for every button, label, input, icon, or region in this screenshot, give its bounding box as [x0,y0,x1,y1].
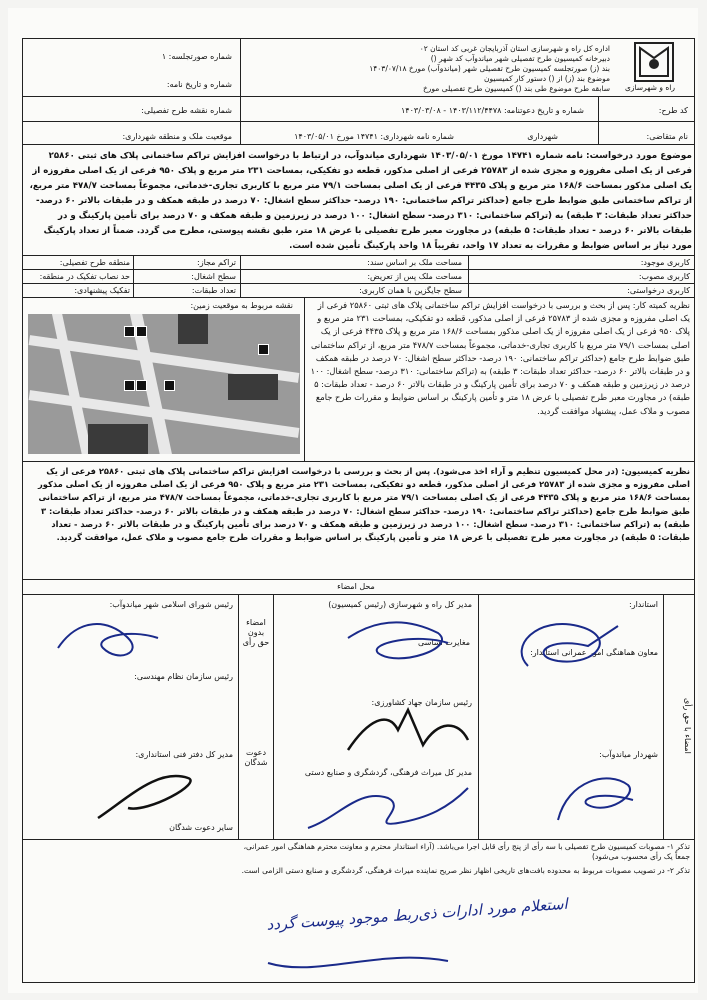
technical-office-label: مدیر کل دفتر فنی استانداری: [135,750,233,759]
area-after-setback: مساحت ملک پس از تعریض: [367,272,462,281]
org-line: موضوع بند (ز) از () دستور کار کمیسیون [484,74,610,83]
vote-column-label: امضاء با حق رأی [683,698,692,754]
signature-agriculture [338,700,478,760]
other-invitees-label: سایر دعوت شدگان [169,823,233,832]
signature-council-head [48,608,168,668]
org-line: سابقه طرح موضوع طی بند () کمیسیون طرح تفصیلی مورخ [422,84,610,93]
footnote-1: تذکر ۱- مصوبات کمیسیون طرح تفصیلی با سه رأی از پنج رأی قابل اجرا می‌باشد. (آراء استاندار محترم و معاونت محترم هماهنگی امور عمرانی، جمعاً یک رأی محسوب می‌شود) [243,842,690,861]
agriculture-label: رئیس سازمان جهاد کشاورزی: [371,698,472,707]
org-line: بند (ز) صورتجلسه کمیسیون طرح تفصیلی شهر (میاندوآب) مورخ ۱۴۰۳/۰۷/۱۸ [369,64,610,73]
signatures-header: محل امضاء [337,582,375,591]
document-page [8,8,698,993]
signature-mayor [538,760,648,830]
area-by-deed: مساحت ملک بر اساس سند: [367,258,462,267]
replaced-level: سطح جایگزین با همان کاربری: [359,286,462,295]
plan-zone: منطقه طرح تفصیلی: [59,258,130,267]
request-section [26,149,692,254]
signature-technical-office [88,758,208,828]
min-subdivision: حد نصاب تفکیک در منطقه: [39,272,130,281]
commission-opinion: نظریه کمیسیون: (در محل کمیسیون تنظیم و آراء اخذ می‌شود). پس از بحث و بررسی با درخواست افزایش تراکم ساختمانی پلاک های ثبتی ۲۵۸۶۰ فرعی از یک اصلی مفروزه و مجزی شده از ۲۵۷۸۳ فرعی از اصلی مذکور، قطعه دو تفکیکی، بمساحت ۲۳۱ متر مربع و پلاک ۹۵۰ فرعی از یک اصلی مفروزه از یک اصلی مذکور بمساحت ۱۶۸/۶ متر مربع و پلاک ۴۴۳۵ فرعی از یک اصلی بمساحت ۷۹/۱ متر مربع با کاربری تجاری-خدماتی، مجموعاً بمساحت ۴۷۸/۷ متر مربع، از تراکم ساختمانی طبق ضوابط طرح جامع (حداکثر تراکم ساختمانی: ۱۹۰ درصد- حداکثر سطح اشغال: ۷۰ درصد در طبقه همکف و در طبقات بالاتر ۶۰ درصد- حداکثر تعداد طبقات: ۳ طبقه) به (تراکم ساختمانی: ۳۱۰ درصد- سطح اشغال: ۱۰۰ درصد در زیرزمین و طبقه همکف و ۷۰ درصد برای تأمین پارکینگ و در طبقات بالاتر ۶۰ درصد - تعداد طبقات: ۵ طبقه) در مجاورت معبر طرح تفصیلی با عرض ۱۸ متر و تأمین پارکینگ بر اساس ضوابط و مقررات طرح جامع مصوب و ملاک عمل، موافقت گردید. [38,466,690,543]
signature-without-vote: امضاء بدون حق رأی [242,618,270,647]
org-line: اداره کل راه و شهرسازی استان آذربایجان غربی کد استان ۰۲ [419,44,610,53]
approved-use: کاربری مصوب: [638,272,690,281]
applicant-value: شهرداری [527,132,558,141]
signature-governor [498,606,638,676]
org-line: دبیرخانه کمیسیون طرح تفصیلی شهر میاندوآب کد شهر () [430,54,610,63]
plan-code: کد طرح: [658,106,688,115]
invited-label: دعوت شدگان [244,748,268,767]
request-lead: موضوع مورد درخواست: [586,151,692,161]
session-number: شماره صورتجلسه: ۱ [161,52,232,61]
request-body: نامه شماره ۱۴۷۴۱ مورخ ۱۴۰۳/۰۵/۰۱ شهرداری میاندوآب، در ارتباط با درخواست افزایش تراکم ساختمانی پلاک های ثبتی ۲۵۸۶۰ فرعی از یک اصلی مفروزه و مجزی شده از ۲۵۷۸۳ فرعی از اصلی مذکور، قطعه دو تفکیکی، بمساحت ۲۳۱ متر مربع و پلاک ۹۵۰ فرعی از یک اصلی مفروزه از یک اصلی مذکور بمساحت ۱۶۸/۶ متر مربع و پلاک ۴۴۳۵ فرعی از یک اصلی بمساحت ۷۹/۱ متر مربع با کاربری تجاری-خدماتی، مجموعاً بمساحت ۴۷۸/۷ متر مربع، از تراکم ساختمانی طبق ضوابط طرح جامع (حداکثر تراکم ساختمانی: ۱۹۰ درصد- حداکثر سطح اشغال: ۷۰ درصد در طبقه همکف و در طبقات بالاتر ۶۰ درصد- حداکثر تعداد طبقات: ۳ طبقه) به (تراکم ساختمانی: ۳۱۰ درصد- سطح اشغال: ۱۰۰ درصد در زیرزمین و طبقه همکف و ۷۰ درصد برای تأمین پارکینگ و در طبقات بالاتر ۶۰ درصد - تعداد طبقات: ۵ طبقه) در مجاورت معبر طرح تفصیلی با عرض ۱۸ متر، طبق نقشه پیوستی، مطرح می گردد. ضمناً از تعداد پارکینگ مورد نیاز بر اساس ضوابط و مقررات به تعداد ۱۷ واحد، تقریباً ۱۸ واحد پارکینگ تأمین شده است. [29,151,692,251]
map-caption: نقشه مربوط به موقعیت زمین: [190,301,293,310]
location-label: موقعیت ملک و منطقه شهرداری: [122,132,232,141]
plan-map-number: شماره نقشه طرح تفصیلی: [141,106,232,115]
requested-use: کاربری درخواستی: [627,286,690,295]
handwritten-note: استعلام مورد ادارات ذی‌ربط موجود پیوست گردد [265,894,569,934]
signature-road-director [338,608,468,678]
basic-mismatch-label: مغایرت اساسی [417,638,470,647]
mayor-label: شهردار میاندوآب: [599,750,658,759]
applicant-label: نام متقاضی: [646,132,688,141]
site-map-image [28,314,300,454]
road-director-label: مدیر کل راه و شهرسازی (رئیس کمیسیون) [328,600,472,609]
signature-heritage [298,778,478,838]
letter-number-date: شماره و تاریخ نامه: [166,80,232,89]
deputy-governor-label: معاون هماهنگی امور عمرانی استاندار: [530,648,658,657]
footnote-2: تذکر ۲- در تصویب مصوبات مربوط به محدوده بافت‌های تاریخی اظهار نظر صریح نماینده میراث فرهنگی، گردشگری و صنایع دستی الزامی است. [241,866,690,875]
expert-opinion: نظریه کمیته کار: پس از بحث و بررسی با درخواست افزایش تراکم ساختمانی پلاک های ثبتی ۲۵۸۶۰ فرعی از یک اصلی مفروزه و مجزی شده از ۲۵۷۸۳ فرعی از اصلی مذکور، قطعه دو تفکیکی، بمساحت ۲۳۱ متر مربع و پلاک ۹۵۰ فرعی از یک اصلی مفروزه از یک اصلی مذکور بمساحت ۱۶۸/۶ متر مربع و پلاک ۴۴۳۵ فرعی از یک اصلی بمساحت ۷۹/۱ متر مربع با کاربری تجاری-خدماتی، مجموعاً بمساحت ۴۷۸/۷ متر مربع، از تراکم ساختمانی طبق ضوابط طرح جامع (حداکثر تراکم ساختمانی: ۱۹۰ درصد- حداکثر سطح اشغال: ۷۰ درصد در طبقه همکف و در طبقات بالاتر ۶۰ درصد- حداکثر تعداد طبقات: ۳ طبقه) به (تراکم ساختمانی: ۳۱۰ درصد- سطح اشغال: ۱۰۰ درصد در زیرزمین و طبقه همکف و ۷۰ درصد برای تأمین پارکینگ و در طبقات بالاتر ۶۰ درصد - تعداد طبقات: ۵ طبقه) در مجاورت معبر طرح تفصیلی با عرض ۱۸ متر و تأمین پارکینگ بر اساس ضوابط و مقررات طرح جامع مصوب و ملاک عمل، پیشنهاد موافقت گردید. [310,300,690,416]
request-text [26,149,692,254]
occupancy: سطح اشغال: [191,272,236,281]
existing-use: کاربری موجود: [640,258,690,267]
heritage-label: مدیر کل میراث فرهنگی، گردشگری و صنایع دستی [304,768,472,777]
council-head-label: رئیس شورای اسلامی شهر میاندوآب: [109,600,233,609]
handwritten-underline [258,943,458,983]
logo-caption: راه و شهرسازی [625,83,675,92]
floors: تعداد طبقات: [191,286,236,295]
governor-label: استاندار: [629,600,658,609]
engineers-org-label: رئیس سازمان نظام مهندسی: [134,672,233,681]
allowed-density: تراکم مجاز: [197,258,236,267]
invitation-number-date: شماره و تاریخ دعوتنامه: ۱۴۰۳/۱۱۲/۴۴۷۸ - ۱۴۰۳/۰۳/۰۸ [401,106,584,115]
municipality-letter: شماره نامه شهرداری: ۱۴۷۴۱ مورخ ۱۴۰۳/۰۵/۰۱ [294,132,454,141]
proposed-subdivision: تفکیک پیشنهادی: [74,286,130,295]
